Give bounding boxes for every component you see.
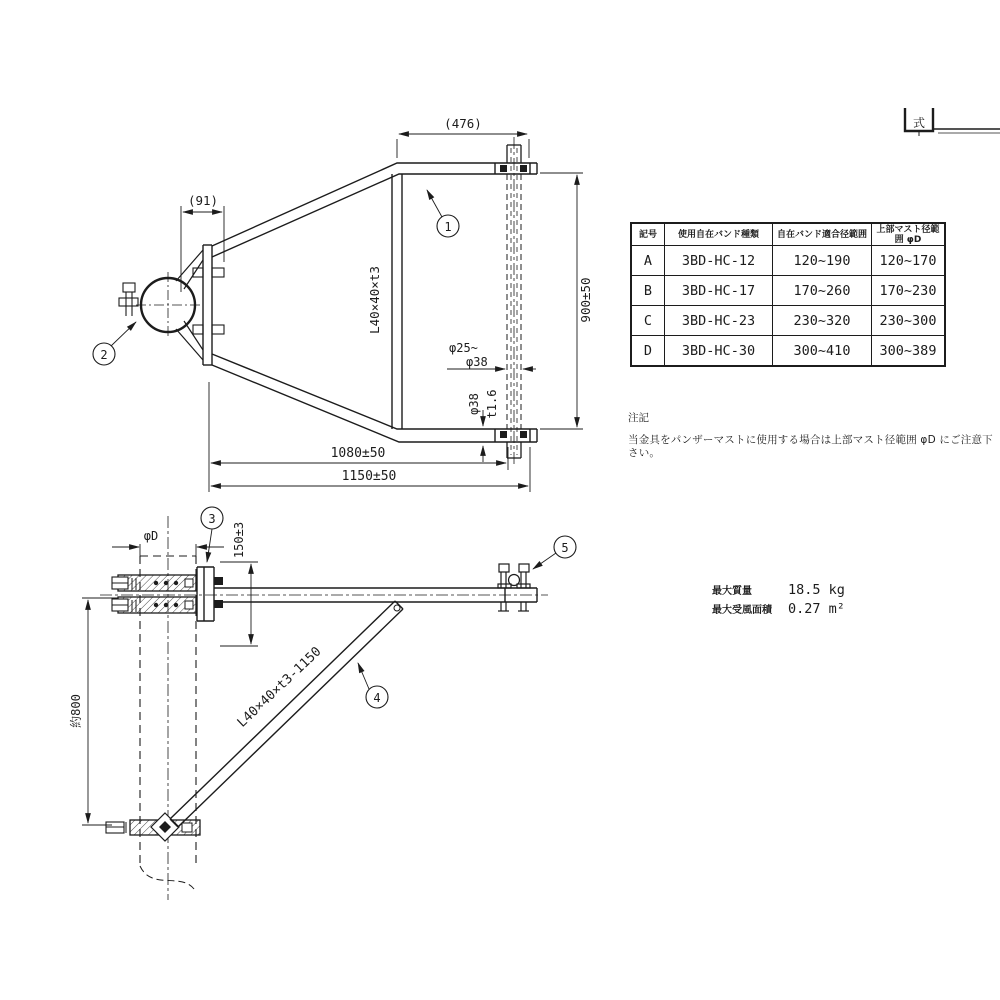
balloon-4-number: 4	[373, 691, 381, 705]
cell-band-range: 300~410	[773, 336, 872, 367]
mast-range-line2: φ38	[466, 355, 488, 369]
dim-900	[540, 173, 593, 429]
angle-member	[392, 174, 402, 429]
balloon-2-number: 2	[100, 348, 108, 362]
mast-clamp	[119, 250, 203, 360]
header-band-range: 自在バンド適合径範囲	[773, 223, 872, 246]
angle-member-label: L40×40×t3	[367, 266, 382, 334]
balloon-1-number: 1	[444, 220, 452, 234]
cell-band: 3BD-HC-30	[665, 336, 773, 367]
pipe-thickness-label: t1.6	[485, 389, 499, 419]
header-symbol: 記号	[631, 223, 665, 246]
dim-150	[220, 522, 258, 646]
spec-wind-area	[712, 601, 845, 617]
cell-band: 3BD-HC-23	[665, 306, 773, 336]
header-mast-range: 上部マスト径範囲 φD	[872, 223, 946, 246]
dim-150-label: 150±3	[232, 521, 246, 559]
cell-band-range: 120~190	[773, 246, 872, 276]
dim-900-label: 900±50	[578, 277, 593, 323]
mast-range-line1: φ25~	[449, 341, 478, 355]
dim-phiD-label: φD	[143, 529, 159, 543]
table-row	[631, 306, 945, 336]
cell-mast-range: 170~230	[872, 276, 946, 306]
balloon-4	[358, 663, 388, 708]
mast-pipe	[507, 137, 521, 466]
header-band-type: 使用自在バンド種類	[665, 223, 773, 246]
cell-band-range: 170~260	[773, 276, 872, 306]
dim-800	[69, 598, 118, 825]
dim-1150-label: 1150±50	[341, 469, 397, 484]
boom-bracket	[197, 567, 223, 621]
table-row	[631, 336, 945, 367]
cell-mast-range: 300~389	[872, 336, 946, 367]
corner-mark-char: 式	[912, 116, 926, 130]
clamp-bands	[112, 575, 196, 613]
brace-member-label: L40×40×t3-1150	[234, 644, 325, 731]
specs-block	[712, 582, 845, 620]
notes-block	[628, 412, 993, 460]
cell-symbol: C	[631, 306, 665, 336]
table-row	[631, 276, 945, 306]
lower-clamp	[106, 813, 200, 841]
cell-mast-range: 230~300	[872, 306, 946, 336]
cell-band: 3BD-HC-17	[665, 276, 773, 306]
cell-symbol: B	[631, 276, 665, 306]
upper-tube	[212, 163, 537, 257]
spec-wind-area-value: 0.27 m²	[788, 601, 845, 617]
dim-476	[397, 116, 529, 158]
angle-member-callout	[367, 266, 382, 334]
spec-mass	[712, 582, 845, 598]
balloon-3-number: 3	[208, 512, 216, 526]
diagonal-brace	[170, 601, 403, 827]
mast-range-callout	[447, 341, 536, 369]
dim-1080-label: 1080±50	[330, 446, 386, 461]
dim-800-label: 約800	[69, 694, 83, 728]
balloon-2	[93, 322, 136, 365]
balloon-5-number: 5	[561, 541, 569, 555]
table-header-row	[631, 223, 945, 246]
band-compatibility-table	[630, 222, 946, 367]
pipe-dia-label: φ38	[467, 393, 481, 415]
side-view-drawing	[69, 507, 576, 900]
mast-hidden-outline	[100, 516, 548, 900]
balloon-5	[533, 536, 576, 569]
balloon-3	[201, 507, 223, 562]
cell-symbol: D	[631, 336, 665, 367]
pipe-size-callout	[467, 390, 499, 462]
cell-band: 3BD-HC-12	[665, 246, 773, 276]
dim-91-label: (91)	[187, 193, 219, 208]
dim-476-label: (476)	[444, 116, 482, 131]
spec-mass-label: 最大質量	[712, 586, 752, 597]
spec-mass-value: 18.5 kg	[788, 582, 845, 598]
balloon-1	[427, 190, 459, 237]
top-view-drawing	[93, 116, 593, 492]
spec-wind-area-label: 最大受風面積	[712, 605, 772, 616]
cell-mast-range: 120~170	[872, 246, 946, 276]
cell-band-range: 230~320	[773, 306, 872, 336]
notes-title: 注記	[628, 412, 649, 424]
notes-body: 当金具をパンザーマストに使用する場合は上部マスト径範囲 φD にご注意下さい。	[628, 434, 993, 459]
cell-symbol: A	[631, 246, 665, 276]
title-block-corner	[905, 108, 1000, 136]
table-row	[631, 246, 945, 276]
